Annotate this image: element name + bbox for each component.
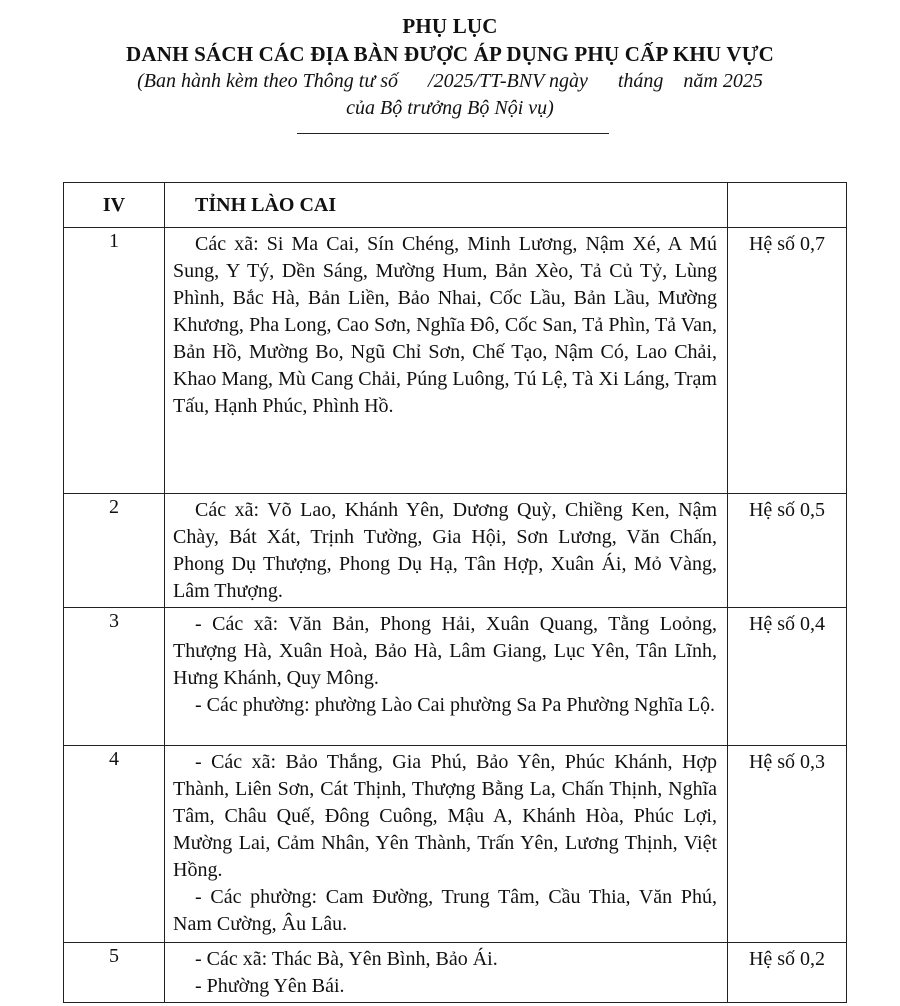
table-row <box>64 746 847 943</box>
area-paragraph: - Các xã: Văn Bản, Phong Hải, Xuân Quang, Tằng Loỏng, Thượng Hà, Xuân Hoà, Bảo Hà, Lâm Giang, Lục Yên, Tân Lĩnh, Hưng Khánh, Quy Mông. <box>173 613 717 689</box>
area-paragraph: - Các phường: phường Lào Cai phường Sa Pa Phường Nghĩa Lộ. <box>195 694 716 716</box>
row-coefficient: Hệ số 0,7 <box>728 228 847 494</box>
row-number: 2 <box>64 494 165 608</box>
issued-by-line-1: (Ban hành kèm theo Thông tư số /2025/TT-BNV ngày tháng năm 2025 <box>137 70 763 92</box>
area-paragraph: - Phường Yên Bái. <box>195 975 345 997</box>
row-coefficient: Hệ số 0,2 <box>728 943 847 1003</box>
row-coefficient: Hệ số 0,3 <box>728 746 847 943</box>
row-number: 3 <box>64 608 165 746</box>
row-areas <box>165 746 728 943</box>
allowance-table <box>63 182 847 1003</box>
row-areas <box>165 943 728 1003</box>
area-paragraph: - Các xã: Bảo Thắng, Gia Phú, Bảo Yên, Phúc Khánh, Hợp Thành, Liên Sơn, Cát Thịnh, Thượng Bằng La, Chấn Thịnh, Nghĩa Tâm, Châu Quế, Đông Cuông, Mậu A, Khánh Hòa, Phúc Lợi, Mường Lai, Cảm Nhân, Yên Thành, Trấn Yên, Lương Thịnh, Việt Hồng. <box>173 751 717 881</box>
row-coefficient: Hệ số 0,4 <box>728 608 847 746</box>
row-number: 1 <box>64 228 165 494</box>
section-empty-cell <box>728 183 847 228</box>
area-paragraph: Các xã: Võ Lao, Khánh Yên, Dương Quỳ, Chiềng Ken, Nậm Chày, Bát Xát, Trịnh Tường, Gia Hội, Sơn Lương, Văn Chấn, Phong Dụ Thượng, Phong Dụ Hạ, Tân Hợp, Xuân Ái, Mỏ Vàng, Lâm Thượng. <box>173 499 717 602</box>
appendix-subtitle: DANH SÁCH CÁC ĐỊA BÀN ĐƯỢC ÁP DỤNG PHỤ CẤP KHU VỰC <box>126 42 774 66</box>
area-paragraph: - Các phường: Cam Đường, Trung Tâm, Cầu Thia, Văn Phú, Nam Cường, Âu Lâu. <box>173 886 717 935</box>
row-areas <box>165 228 728 494</box>
row-areas <box>165 608 728 746</box>
table-row <box>64 943 847 1003</box>
document-heading <box>0 12 900 122</box>
section-name: TỈNH LÀO CAI <box>165 183 728 228</box>
section-header-row <box>64 183 847 228</box>
area-paragraph: Các xã: Si Ma Cai, Sín Chéng, Minh Lương, Nậm Xé, A Mú Sung, Y Tý, Dền Sáng, Mường Hum, Bản Xèo, Tả Củ Tỷ, Lùng Phình, Bắc Hà, Bản Liền, Bảo Nhai, Cốc Lầu, Bản Lầu, Mường Khương, Pha Long, Cao Sơn, Nghĩa Đô, Cốc San, Tả Phìn, Tả Van, Bản Hồ, Mường Bo, Ngũ Chỉ Sơn, Chế Tạo, Nậm Có, Lao Chải, Khao Mang, Mù Cang Chải, Púng Luông, Tú Lệ, Tà Xi Láng, Trạm Tấu, Hạnh Phúc, Phình Hồ. <box>173 233 717 417</box>
appendix-title: PHỤ LỤC <box>402 14 498 38</box>
row-number: 5 <box>64 943 165 1003</box>
issued-by-line-2: của Bộ trưởng Bộ Nội vụ) <box>346 97 554 119</box>
area-paragraph: - Các xã: Thác Bà, Yên Bình, Bảo Ái. <box>195 948 498 970</box>
row-areas <box>165 494 728 608</box>
table-row <box>64 228 847 494</box>
section-number: IV <box>64 183 165 228</box>
row-coefficient: Hệ số 0,5 <box>728 494 847 608</box>
table-row <box>64 608 847 746</box>
row-number: 4 <box>64 746 165 943</box>
table-row <box>64 494 847 608</box>
heading-divider <box>297 133 609 134</box>
